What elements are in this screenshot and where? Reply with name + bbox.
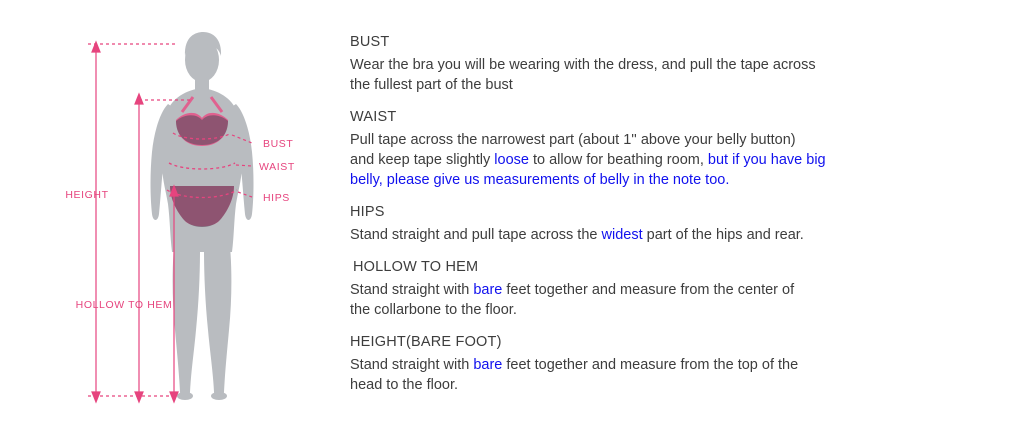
section-hollow-to-hem-title: HOLLOW TO HEM: [353, 259, 479, 275]
text-run: feet together and measure from the center of: [502, 282, 795, 298]
section-hollow-to-hem-body: [350, 280, 1010, 320]
instructions-panel: [350, 34, 1010, 409]
figure-diagram-svg: [0, 0, 330, 426]
text-run: part of the hips and rear.: [642, 227, 804, 243]
label-bust: BUST: [263, 138, 294, 150]
section-waist-body: [350, 130, 1010, 190]
text-run: head to the floor.: [350, 377, 459, 393]
text-run: and keep tape slightly: [350, 152, 495, 168]
text-run: to allow for beathing room,: [528, 152, 708, 168]
section-height: [350, 334, 1010, 395]
measurement-figure: [0, 0, 330, 426]
section-hollow-to-hem: [350, 259, 1010, 320]
section-bust-title: BUST: [350, 34, 390, 50]
text-run: the fullest part of the bust: [350, 77, 513, 93]
section-bust: [350, 34, 1010, 95]
text-run: feet together and measure from the top of the: [502, 357, 799, 373]
text-run: Stand straight with: [350, 282, 474, 298]
section-waist-title: WAIST: [350, 109, 397, 125]
section-hips-title: HIPS: [350, 204, 385, 220]
section-height-title: HEIGHT(BARE FOOT): [350, 334, 502, 350]
label-hollow-to-hem: HOLLOW TO HEM: [75, 299, 173, 311]
text-run-highlight: widest: [601, 227, 643, 243]
section-height-body: [350, 355, 1010, 395]
text-run: Pull tape across the narrowest part (about 1'' above your belly button): [350, 132, 796, 148]
text-run: Wear the bra you will be wearing with the dress, and pull the tape across: [350, 57, 816, 73]
section-bust-body: [350, 55, 1010, 95]
text-run-highlight: bare: [473, 357, 503, 373]
section-waist: [350, 109, 1010, 190]
text-run: Stand straight and pull tape across the: [350, 227, 602, 243]
text-run-highlight: but if you have big: [707, 152, 826, 168]
section-hips: [350, 204, 1010, 245]
text-run: the collarbone to the floor.: [350, 302, 517, 318]
text-run-highlight: loose: [494, 152, 529, 168]
label-height: HEIGHT: [65, 189, 109, 201]
text-run: Stand straight with: [350, 357, 474, 373]
text-run-highlight: belly, please give us measurements of belly in the note too.: [350, 172, 730, 188]
text-run-highlight: bare: [473, 282, 503, 298]
label-waist: WAIST: [259, 161, 295, 173]
label-hips: HIPS: [263, 192, 290, 204]
section-hips-body: [350, 225, 1010, 245]
